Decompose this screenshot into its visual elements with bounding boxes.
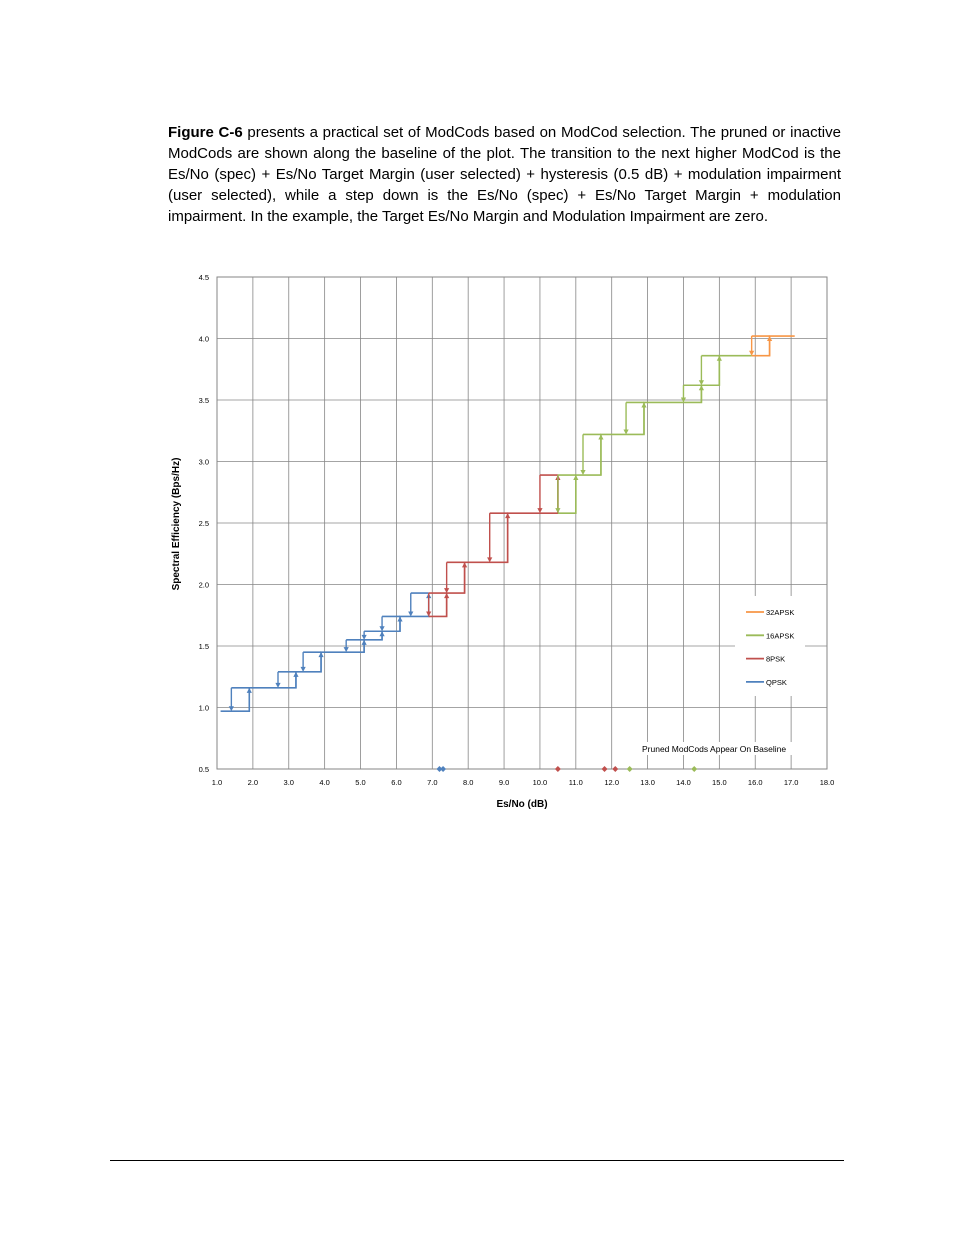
- y-tick-label: 3.5: [198, 396, 209, 405]
- legend-label: 32APSK: [766, 608, 795, 617]
- y-tick-label: 3.0: [198, 457, 209, 467]
- x-tick-labels: [212, 778, 835, 787]
- y-tick-label: 2.0: [198, 580, 209, 590]
- x-tick-label: 3.0: [283, 778, 294, 787]
- x-tick-label: 11.0: [568, 778, 583, 787]
- x-tick-label: 6.0: [391, 778, 402, 787]
- legend-label: 8PSK: [766, 654, 786, 664]
- x-tick-label: 9.0: [498, 778, 510, 787]
- legend-label: QPSK: [766, 677, 787, 687]
- y-tick-label: 2.5: [198, 519, 209, 528]
- x-tick-label: 16.0: [747, 778, 763, 787]
- x-tick-label: 17.0: [783, 778, 799, 787]
- x-tick-label: 4.0: [319, 778, 330, 787]
- x-tick-label: 10.0: [532, 778, 548, 787]
- x-tick-label: 7.0: [427, 778, 438, 787]
- x-tick-label: 1.0: [211, 778, 223, 787]
- x-axis-label: Es/No (dB): [496, 799, 548, 810]
- x-tick-label: 13.0: [640, 778, 655, 787]
- figure-reference: Figure C-6: [168, 124, 243, 141]
- x-tick-label: 2.0: [247, 778, 259, 787]
- x-tick-label: 18.0: [819, 778, 835, 787]
- x-tick-label: 8.0: [462, 778, 474, 787]
- x-tick-label: 15.0: [712, 778, 727, 787]
- footer-rule: [110, 1160, 844, 1161]
- y-tick-label: 0.5: [198, 765, 209, 774]
- y-tick-label: 1.5: [198, 642, 209, 651]
- y-tick-label: 1.0: [198, 703, 209, 713]
- spectral-efficiency-chart: [160, 266, 850, 826]
- y-axis-label: Spectral Efficiency (Bps/Hz): [171, 457, 182, 591]
- legend-label: 16APSK: [766, 631, 795, 641]
- x-tick-label: 12.0: [604, 778, 620, 787]
- y-tick-label: 4.5: [198, 273, 209, 282]
- paragraph-text: presents a practical set of ModCods based on ModCod selection. The pruned or inactive ModCods are shown along the baseline of the plot. The transition to the next higher ModCod is the Es/No (spec) + Es/No Target Margin (user selected) + hysteresis (0.5 dB) + modulation impairment (user selected), while a step down is the Es/No (spec) + Es/No Target Margin + modulation impairment. In the example, the Target Es/No Margin and Modulation Impairment are zero.: [168, 124, 841, 225]
- y-tick-label: 4.0: [198, 334, 209, 344]
- x-tick-label: 14.0: [676, 778, 691, 787]
- x-tick-label: 5.0: [355, 778, 366, 787]
- body-paragraph: [168, 122, 841, 227]
- legend: [735, 596, 805, 696]
- baseline-annotation: Pruned ModCods Appear On Baseline: [642, 744, 787, 754]
- y-tick-labels: [199, 273, 209, 774]
